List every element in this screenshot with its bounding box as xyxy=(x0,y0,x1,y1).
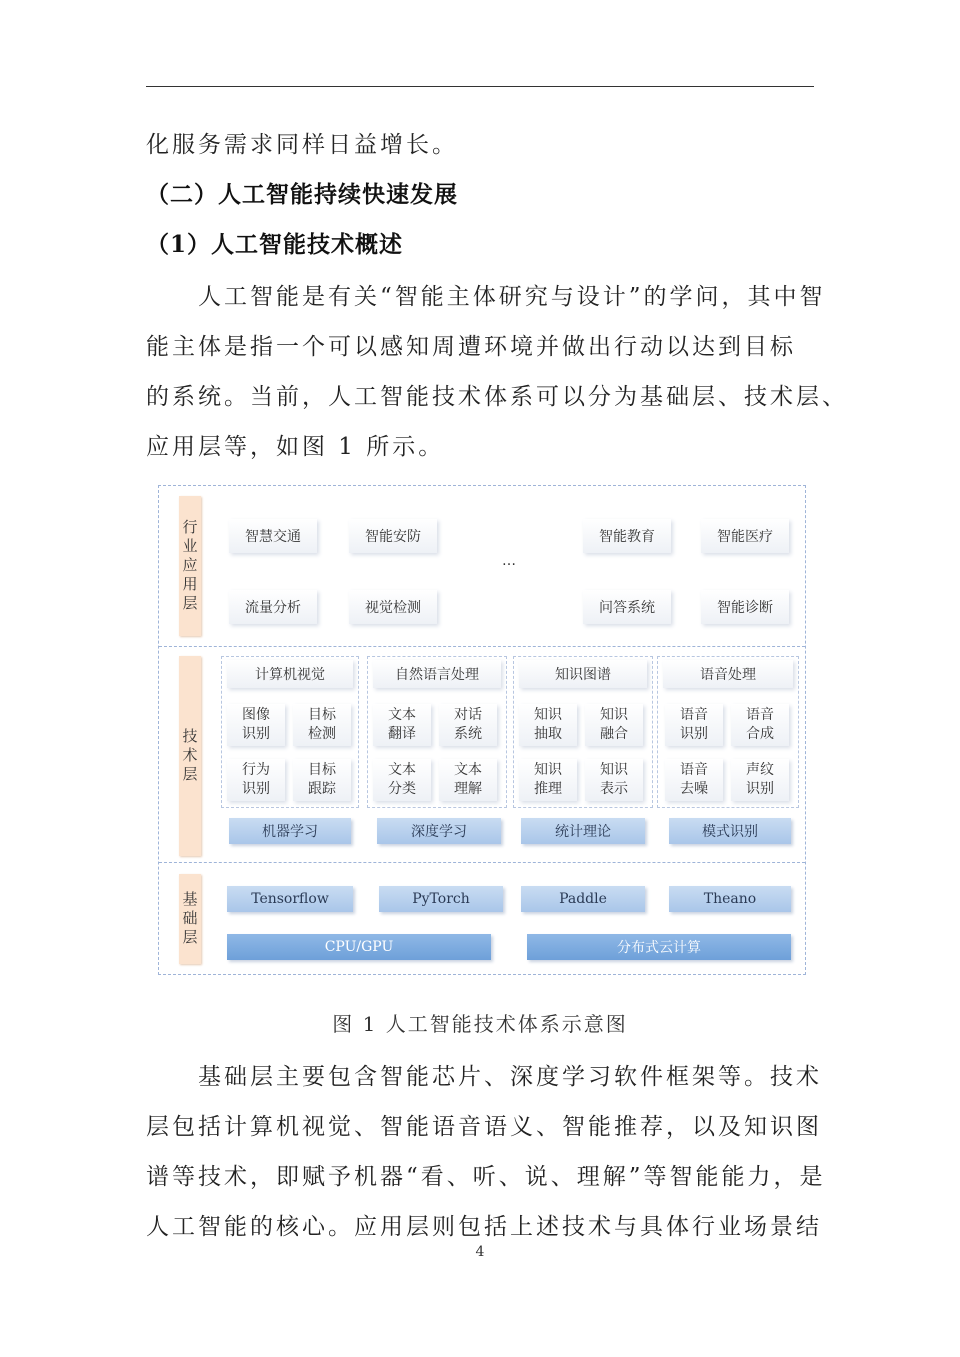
app-item: 视觉检测 xyxy=(349,590,437,624)
paragraph-line: 人工智能是有关“智能主体研究与设计”的学问，其中智 xyxy=(146,284,826,310)
ellipsis: … xyxy=(502,553,516,569)
paragraph-line: 能主体是指一个可以感知周遭环境并做出行动以达到目标 xyxy=(146,334,796,360)
paragraph-line: 人工智能的核心。应用层则包括上述技术与具体行业场景结 xyxy=(146,1214,822,1240)
section-heading: （二）人工智能持续快速发展 xyxy=(146,181,458,208)
tech-item: 语音 合成 xyxy=(731,704,789,746)
tech-item: 知识 融合 xyxy=(585,704,643,746)
tech-item: 目标 检测 xyxy=(293,704,351,746)
tech-base: 统计理论 xyxy=(521,818,645,844)
header-rule xyxy=(146,86,814,87)
tech-item: 文本 理解 xyxy=(439,759,497,801)
app-item: 智能教育 xyxy=(583,519,671,553)
tech-item: 语音 识别 xyxy=(665,704,723,746)
framework-box: Theano xyxy=(669,886,791,912)
tech-item: 目标 跟踪 xyxy=(293,759,351,801)
paragraph-line: 谱等技术，即赋予机器“看、听、说、理解”等智能能力，是 xyxy=(146,1164,826,1190)
app-item: 智能诊断 xyxy=(701,590,789,624)
text-line: 化服务需求同样日益增长。 xyxy=(146,132,458,158)
tech-item: 语音 去噪 xyxy=(665,759,723,801)
tech-base: 深度学习 xyxy=(377,818,501,844)
tech-base: 机器学习 xyxy=(229,818,351,844)
app-item: 流量分析 xyxy=(229,590,317,624)
app-layer-label: 行业应用层 xyxy=(179,496,201,636)
app-item: 智能安防 xyxy=(349,519,437,553)
infra-box: 分布式云计算 xyxy=(527,934,791,960)
tech-item: 知识 表示 xyxy=(585,759,643,801)
paragraph-line: 基础层主要包含智能芯片、深度学习软件框架等。技术 xyxy=(146,1064,822,1090)
page-number: 4 xyxy=(475,1244,485,1260)
tech-item: 声纹 识别 xyxy=(731,759,789,801)
paragraph-line: 的系统。当前，人工智能技术体系可以分为基础层、技术层、 xyxy=(146,384,848,410)
tech-item: 对话 系统 xyxy=(439,704,497,746)
ai-architecture-diagram xyxy=(158,485,806,975)
infra-box: CPU/GPU xyxy=(227,934,491,960)
app-item: 智能医疗 xyxy=(701,519,789,553)
tech-group-title: 计算机视觉 xyxy=(227,660,353,688)
tech-item: 图像 识别 xyxy=(227,704,285,746)
tech-item: 知识 推理 xyxy=(519,759,577,801)
figure-caption: 图 1 人工智能技术体系示意图 xyxy=(332,1012,628,1036)
layer-separator xyxy=(159,646,805,647)
framework-box: Tensorflow xyxy=(227,886,353,912)
tech-item: 文本 翻译 xyxy=(373,704,431,746)
paragraph-line: 应用层等，如图 1 所示。 xyxy=(146,434,445,460)
paragraph-line: 层包括计算机视觉、智能语音语义、智能推荐，以及知识图 xyxy=(146,1114,822,1140)
tech-group-title: 自然语言处理 xyxy=(373,660,501,688)
base-layer-label: 基础层 xyxy=(179,874,201,964)
tech-item: 行为 识别 xyxy=(227,759,285,801)
framework-box: PyTorch xyxy=(379,886,503,912)
tech-item: 知识 抽取 xyxy=(519,704,577,746)
framework-box: Paddle xyxy=(521,886,645,912)
tech-layer-label: 技术层 xyxy=(179,656,201,856)
tech-group-title: 语音处理 xyxy=(663,660,793,688)
app-item: 问答系统 xyxy=(583,590,671,624)
subsection-heading: （1）人工智能技术概述 xyxy=(146,231,404,258)
tech-item: 文本 分类 xyxy=(373,759,431,801)
tech-group-title: 知识图谱 xyxy=(519,660,647,688)
app-item: 智慧交通 xyxy=(229,519,317,553)
layer-separator xyxy=(159,862,805,863)
tech-base: 模式识别 xyxy=(669,818,791,844)
